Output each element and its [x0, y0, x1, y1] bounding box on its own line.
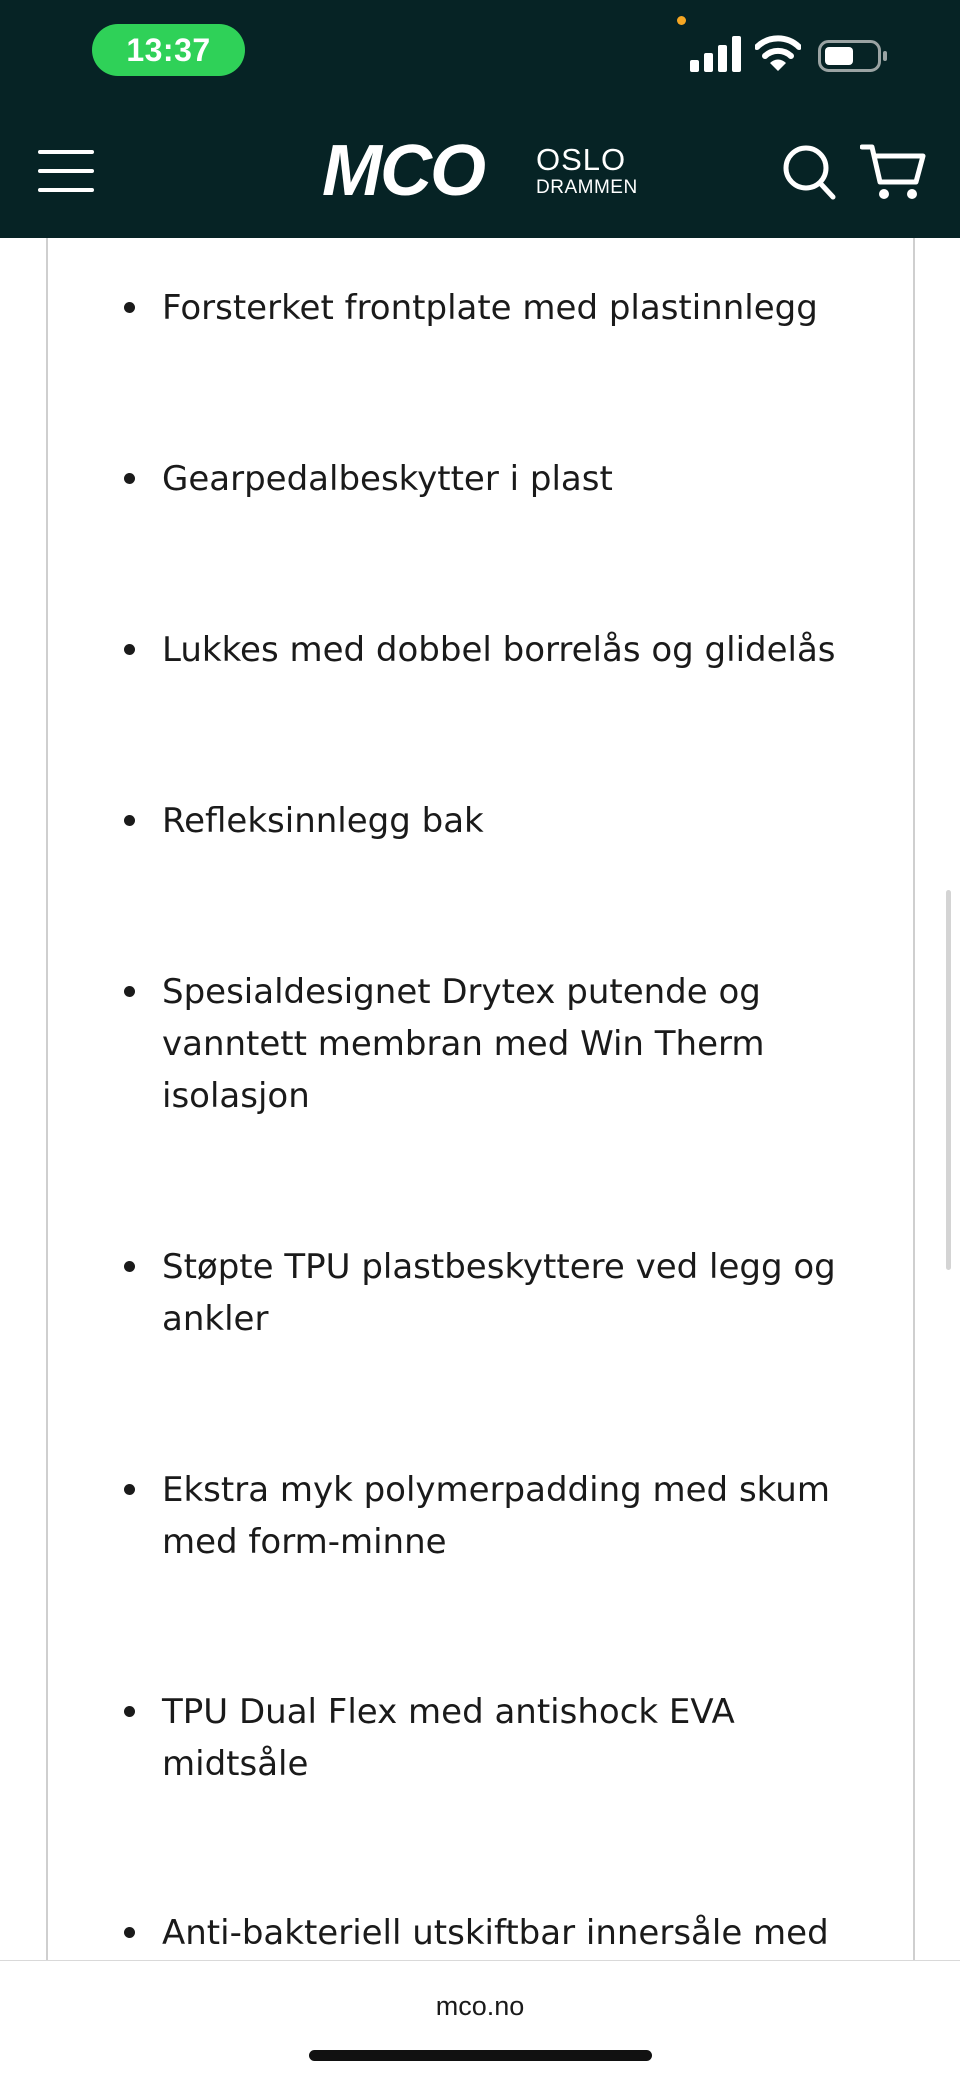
bullet-icon [124, 1261, 135, 1272]
status-time: 13:37 [92, 24, 245, 76]
scrollbar-thumb[interactable] [946, 890, 951, 1270]
feature-text: Støpte TPU plastbeskyttere ved legg og ankler [162, 1247, 836, 1339]
feature-text: Ekstra myk polymerpadding med skum med form-minne [162, 1470, 830, 1562]
feature-text: Spesialdesignet Drytex putende og vanntett membran med Win Therm isolasjon [162, 972, 765, 1116]
feature-text: TPU Dual Flex med antishock EVA midtsåle [162, 1692, 735, 1784]
feature-text: Refleksinnlegg bak [162, 801, 484, 841]
bullet-icon [124, 302, 135, 313]
bullet-icon [124, 1706, 135, 1717]
logo-mark: MCO [322, 131, 484, 211]
bullet-icon [124, 1484, 135, 1495]
feature-text: Forsterket frontplate med plastinnlegg [162, 288, 818, 328]
feature-text: Lukkes med dobbel borrelås og glidelås [162, 630, 836, 670]
bullet-icon [124, 1927, 135, 1938]
hamburger-menu-icon[interactable] [38, 148, 96, 194]
wifi-icon [755, 34, 801, 72]
mco-oslo-drammen-logo[interactable] [322, 131, 642, 211]
cellular-signal-icon [690, 36, 742, 72]
bullet-icon [124, 815, 135, 826]
product-description-panel [46, 238, 915, 1960]
home-indicator[interactable] [309, 2050, 652, 2061]
microphone-indicator-icon [677, 16, 686, 25]
bullet-icon [124, 644, 135, 655]
logo-oslo: OSLO [536, 142, 627, 177]
search-icon[interactable] [782, 144, 836, 200]
logo-drammen: DRAMMEN [536, 177, 638, 198]
feature-text: Anti-bakteriell utskiftbar innersåle med [162, 1913, 829, 1953]
site-header [0, 0, 960, 238]
cart-icon[interactable] [860, 142, 926, 202]
bullet-icon [124, 986, 135, 997]
address-bar-url[interactable]: mco.no [435, 1991, 525, 2021]
bullet-icon [124, 473, 135, 484]
battery-icon [818, 40, 888, 72]
browser-bottom-bar [0, 1960, 960, 2077]
feature-text: Gearpedalbeskytter i plast [162, 459, 613, 499]
